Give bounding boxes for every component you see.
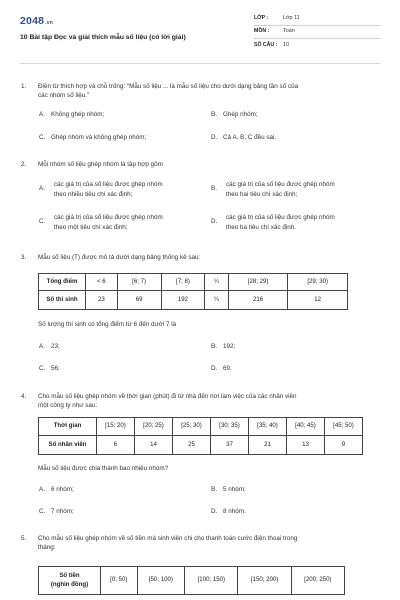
option-text <box>54 180 204 200</box>
table-cell: [15; 20) <box>97 418 135 436</box>
meta-value: Toán <box>283 28 295 35</box>
option-letter: A. <box>39 486 45 493</box>
table-header-cell: Số thí sinh <box>39 291 86 310</box>
option-a[interactable] <box>39 343 60 352</box>
option-text-line: theo hai tiêu chí xác định; <box>226 190 298 198</box>
data-table <box>38 273 348 310</box>
meta-value: 10 <box>283 41 289 48</box>
table-cell: [30; 35) <box>211 418 249 436</box>
table-header-cell: Tổng điểm <box>39 274 86 291</box>
table-cell: ¼ <box>205 274 228 291</box>
option-text: 23; <box>51 343 60 350</box>
table-cell: [35; 40) <box>249 418 287 436</box>
option-c[interactable] <box>39 213 209 235</box>
option-letter: D. <box>211 508 218 515</box>
table-row <box>39 274 348 291</box>
table-row <box>39 436 363 455</box>
table-cell: < 6 <box>86 274 118 291</box>
document-title: 10 Bài tập Đọc và giải thích mẫu số liệu (có lời giải) <box>20 34 186 41</box>
option-letter: B. <box>211 343 217 350</box>
question-3-prompt: Số lượng thí sinh có tổng điểm từ 6 đến dưới 7 là <box>38 321 177 328</box>
data-table <box>38 566 345 595</box>
option-text: 5 nhóm; <box>223 486 246 493</box>
question-5-text <box>38 535 383 552</box>
question-4-text <box>38 393 383 410</box>
table-cell: [29; 30) <box>288 274 348 291</box>
option-letter: B. <box>211 185 217 192</box>
logo-suffix: .vn <box>45 20 53 26</box>
table-header-line: Số tiền <box>59 572 80 580</box>
document-header <box>0 0 400 58</box>
table-row <box>39 567 345 595</box>
option-letter: A. <box>39 185 45 192</box>
question-3-text: Mẫu số liệu (T) được mô tả dưới dạng bảng thống kê sau: <box>38 254 201 261</box>
option-letter: D. <box>211 218 218 225</box>
option-text <box>226 213 376 233</box>
table-cell: 37 <box>211 436 249 455</box>
meta-row-subject <box>254 26 380 39</box>
option-text: 8 nhóm. <box>223 508 246 515</box>
option-text-line: theo nhiều tiêu chí xác định; <box>54 190 133 198</box>
option-text: Không ghép nhóm; <box>51 111 105 118</box>
option-text <box>226 180 376 200</box>
question-number: 4. <box>21 393 27 400</box>
table-cell: [50; 100) <box>137 567 185 595</box>
option-letter: C. <box>39 134 46 141</box>
table-cell: 12 <box>288 291 348 310</box>
site-logo[interactable] <box>20 14 53 28</box>
table-row <box>39 291 348 310</box>
option-text <box>54 213 204 233</box>
table-cell: 14 <box>135 436 173 455</box>
header-divider <box>20 63 380 64</box>
option-text-line: theo ba tiêu chí xác định. <box>226 223 297 231</box>
option-text: Ghép nhóm; <box>223 111 258 118</box>
option-letter: D. <box>211 134 218 141</box>
option-b[interactable] <box>211 343 235 352</box>
option-text-line: theo một tiêu chí xác định; <box>54 223 128 231</box>
table-cell: 21 <box>249 436 287 455</box>
option-text: Cả A, B, C đều sai. <box>223 134 277 141</box>
table-cell: [150; 200) <box>238 567 291 595</box>
option-d[interactable] <box>211 508 246 517</box>
table-cell: [28; 29) <box>228 274 288 291</box>
question-number: 5. <box>21 535 27 542</box>
option-text: 7 nhóm; <box>51 508 74 515</box>
option-letter: C. <box>39 365 46 372</box>
table-cell: ¼ <box>205 291 228 310</box>
option-letter: A. <box>39 343 45 350</box>
table-cell: [25; 30) <box>173 418 211 436</box>
meta-label: LỚP : <box>254 15 269 22</box>
table-cell: [6; 7) <box>117 274 161 291</box>
question-text-line: một công ty như sau: <box>38 401 98 409</box>
question-4-prompt: Mẫu số liệu được chia thành bao nhiêu nhóm? <box>38 465 169 472</box>
option-text: 56; <box>51 365 60 372</box>
table-cell: 13 <box>287 436 325 455</box>
option-text: 192; <box>223 343 236 350</box>
data-table <box>38 417 363 455</box>
meta-info-box <box>254 13 380 52</box>
option-d[interactable] <box>211 134 276 143</box>
meta-value: Lớp 11 <box>283 15 300 22</box>
option-text-line: các giá trị của số liệu được ghép nhóm <box>226 214 335 221</box>
table-cell: [40; 45) <box>287 418 325 436</box>
option-letter: B. <box>211 486 217 493</box>
table-cell: 25 <box>173 436 211 455</box>
table-cell: [20; 25) <box>135 418 173 436</box>
table-header-line: (nghìn đồng) <box>50 580 89 588</box>
option-letter: C. <box>39 218 46 225</box>
question-number: 3. <box>21 254 27 261</box>
question-number: 2. <box>21 161 27 168</box>
option-c[interactable] <box>39 508 74 517</box>
question-2-text: Mỗi nhóm số liệu ghép nhóm là tập hợp gồm <box>38 161 163 168</box>
question-1-text <box>38 83 383 100</box>
table-cell: 23 <box>86 291 118 310</box>
question-text-line: Điền từ thích hợp và chỗ trống: "Mẫu số liệu ... là mẫu số liệu cho dưới dạng bảng tần số của <box>38 83 299 90</box>
option-text: 6 nhóm; <box>51 486 74 493</box>
option-text: 69. <box>223 365 232 372</box>
question-text-line: Cho mẫu số liệu ghép nhóm về số tiền mà sinh viên chi cho thanh toán cước điện thoại trong <box>38 535 298 542</box>
table-header-cell: Số nhân viên <box>39 436 97 455</box>
option-b[interactable] <box>211 486 246 495</box>
logo-text: 2048 <box>20 15 45 27</box>
table-cell: 192 <box>161 291 205 310</box>
option-a[interactable] <box>39 486 74 495</box>
option-d[interactable] <box>211 365 232 374</box>
option-letter: A. <box>39 111 45 118</box>
table-cell: 6 <box>97 436 135 455</box>
meta-row-class <box>254 13 380 26</box>
option-text-line: các giá trị của số liệu được ghép nhóm <box>226 181 335 188</box>
option-letter: D. <box>211 365 218 372</box>
table-cell: 9 <box>325 436 363 455</box>
option-b[interactable] <box>211 111 258 120</box>
question-text-line: các nhóm số liệu." <box>38 91 90 99</box>
meta-label: SỐ CÂU : <box>254 41 278 48</box>
table-cell: [0; 50) <box>101 567 138 595</box>
table-header-cell <box>39 567 101 595</box>
question-text-line: tháng: <box>38 543 56 551</box>
option-a[interactable] <box>39 111 104 120</box>
table-header-cell: Thời gian <box>39 418 97 436</box>
option-letter: B. <box>211 111 217 118</box>
option-letter: C. <box>39 508 46 515</box>
option-text: Ghép nhóm và không ghép nhóm; <box>51 134 147 141</box>
table-cell: [200; 250) <box>291 567 344 595</box>
table-row <box>39 418 363 436</box>
table-cell: 216 <box>228 291 288 310</box>
table-cell: [7; 8) <box>161 274 205 291</box>
option-text-line: các giá trị của số liệu được ghép nhóm <box>54 181 163 188</box>
meta-row-count <box>254 39 380 52</box>
meta-label: MÔN : <box>254 28 270 35</box>
table-cell: [45; 50) <box>325 418 363 436</box>
option-c[interactable] <box>39 365 60 374</box>
option-c[interactable] <box>39 134 146 143</box>
option-a[interactable] <box>39 180 209 202</box>
question-number: 1. <box>21 83 27 90</box>
table-cell: 69 <box>117 291 161 310</box>
question-text-line: Cho mẫu số liệu ghép nhóm về thời gian (phút) đi từ nhà đến nơi làm việc của các nhân viên <box>38 393 297 400</box>
table-cell: [100; 150) <box>185 567 238 595</box>
option-d[interactable] <box>211 213 381 235</box>
option-b[interactable] <box>211 180 381 202</box>
option-text-line: các giá trị của số liệu được ghép nhóm <box>54 214 163 221</box>
